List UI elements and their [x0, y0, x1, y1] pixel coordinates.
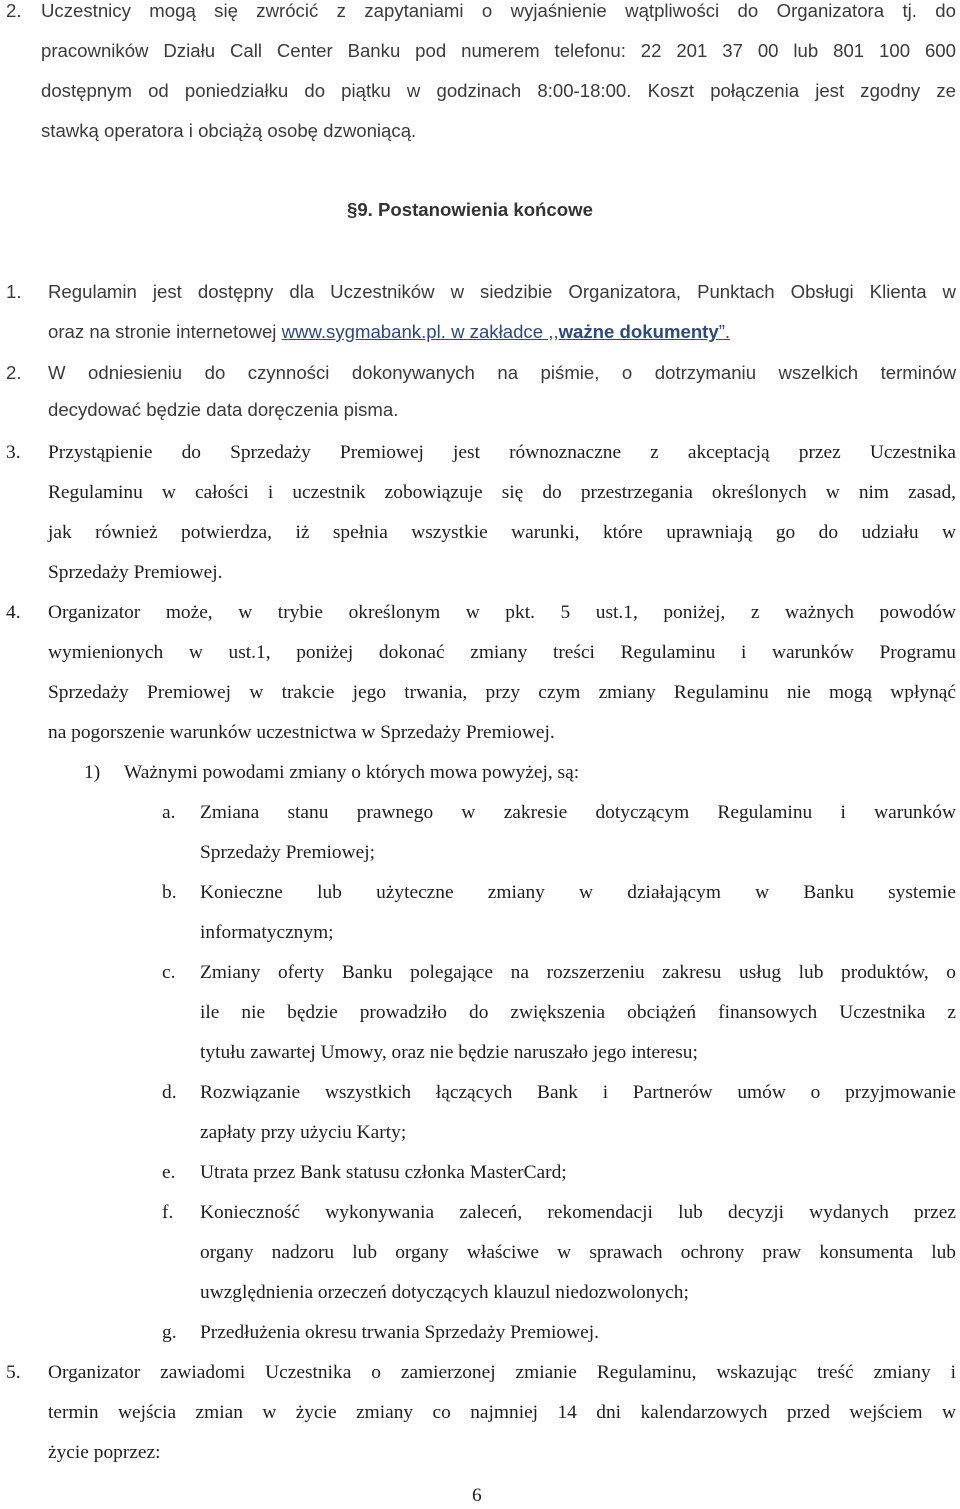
letter-item-line: tytułu zawartej Umowy, oraz nie będzie naruszało jego interesu;	[200, 1042, 698, 1063]
letter-item-line: Utrata przez Bank statusu członka MasterCard;	[200, 1162, 567, 1183]
sub-item-number: 1)	[84, 762, 101, 783]
line-prefix: oraz na stronie internetowej	[48, 321, 282, 342]
item-number: 4.	[6, 602, 21, 623]
paragraph-line: życie poprzez:	[48, 1442, 161, 1463]
paragraph-line: Regulaminu w całości i uczestnik zobowiązuje się do przestrzegania określonych w nim zasad,	[48, 482, 956, 503]
paragraph-line	[48, 323, 730, 342]
paragraph-line: Uczestnicy mogą się zwrócić z zapytaniami o wyjaśnienie wątpliwości do Organizatora tj. do	[41, 0, 956, 21]
item-number: 1.	[6, 281, 22, 302]
paragraph-line: Regulamin jest dostępny dla Uczestników w siedzibie Organizatora, Punktach Obsługi Klienta w	[48, 281, 956, 302]
paragraph-line: na pogorszenie warunków uczestnictwa w Sprzedaży Premiowej.	[48, 722, 555, 743]
letter-item-line: ile nie będzie prowadziło do zwiększenia obciążeń finansowych Uczestnika z	[200, 1002, 956, 1023]
letter-item-number: f.	[162, 1202, 174, 1223]
paragraph-line: Organizator zawiadomi Uczestnika o zamierzonej zmianie Regulaminu, wskazując treść zmiany i	[48, 1362, 956, 1383]
item-number: 3.	[6, 442, 21, 463]
paragraph-line: stawką operatora i obciążą osobę dzwoniącą.	[41, 120, 417, 141]
letter-item-line: Sprzedaży Premiowej;	[200, 842, 375, 863]
sub-item-text: Ważnymi powodami zmiany o których mowa powyżej, są:	[124, 762, 580, 783]
letter-item-number: e.	[162, 1162, 176, 1183]
letter-item-line: informatycznym;	[200, 922, 334, 943]
letter-item-line: Przedłużenia okresu trwania Sprzedaży Premiowej.	[200, 1322, 599, 1343]
letter-item-number: a.	[162, 802, 176, 823]
letter-item-line: uwzględnienia orzeczeń dotyczących klauzul niedozwolonych;	[200, 1282, 689, 1303]
quote-open: ,,	[543, 321, 559, 342]
paragraph-line: Organizator może, w trybie określonym w pkt. 5 ust.1, poniżej, z ważnych powodów	[48, 602, 956, 623]
website-link[interactable]: www.sygmabank.pl. w zakładce	[281, 321, 544, 342]
paragraph-line: pracowników Działu Call Center Banku pod numerem telefonu: 22 201 37 00 lub 801 100 600	[41, 40, 956, 61]
paragraph-line: wymienionych w ust.1, poniżej dokonać zmiany treści Regulaminu i warunków Programu	[48, 642, 956, 663]
section-heading: §9. Postanowienia końcowe	[347, 199, 593, 220]
page-number: 6	[472, 1485, 482, 1506]
letter-item-number: g.	[162, 1322, 177, 1343]
paragraph-line: Sprzedaży Premiowej w trakcie jego trwania, przy czym zmiany Regulaminu nie mogą wpłynąć	[48, 682, 956, 703]
paragraph-line: jak również potwierdza, iż spełnia wszystkie warunki, które uprawniają go do udziału w	[48, 522, 956, 543]
paragraph-line: Sprzedaży Premiowej.	[48, 562, 223, 583]
paragraph-line: W odniesieniu do czynności dokonywanych na piśmie, o dotrzymaniu wszelkich terminów	[48, 362, 956, 383]
paragraph-line: dostępnym od poniedziałku do piątku w godzinach 8:00-18:00. Koszt połączenia jest zgodny ze	[41, 80, 956, 101]
item-number: 2.	[6, 362, 22, 383]
quote-close: ”.	[718, 321, 731, 342]
letter-item-number: b.	[162, 882, 177, 903]
letter-item-line: Konieczne lub użyteczne zmiany w działającym w Banku systemie	[200, 882, 956, 903]
letter-item-line: zapłaty przy użyciu Karty;	[200, 1122, 407, 1143]
important-documents-link[interactable]: ważne dokumenty	[558, 321, 719, 342]
paragraph-line: decydować będzie data doręczenia pisma.	[48, 399, 399, 420]
letter-item-number: d.	[162, 1082, 177, 1103]
letter-item-line: Zmiany oferty Banku polegające na rozszerzeniu zakresu usług lub produktów, o	[200, 962, 956, 983]
item-number: 5.	[6, 1362, 21, 1383]
letter-item-line: Rozwiązanie wszystkich łączących Bank i Partnerów umów o przyjmowanie	[200, 1082, 956, 1103]
letter-item-line: Zmiana stanu prawnego w zakresie dotyczącym Regulaminu i warunków	[200, 802, 956, 823]
paragraph-line: termin wejścia zmian w życie zmiany co najmniej 14 dni kalendarzowych przed wejściem w	[48, 1402, 956, 1423]
letter-item-line: organy nadzoru lub organy właściwe w sprawach ochrony praw konsumenta lub	[200, 1242, 956, 1263]
letter-item-line: Konieczność wykonywania zaleceń, rekomendacji lub decyzji wydanych przez	[200, 1202, 956, 1223]
letter-item-number: c.	[162, 962, 176, 983]
item-number: 2.	[6, 0, 22, 21]
paragraph-line: Przystąpienie do Sprzedaży Premiowej jest równoznaczne z akceptacją przez Uczestnika	[48, 442, 956, 463]
